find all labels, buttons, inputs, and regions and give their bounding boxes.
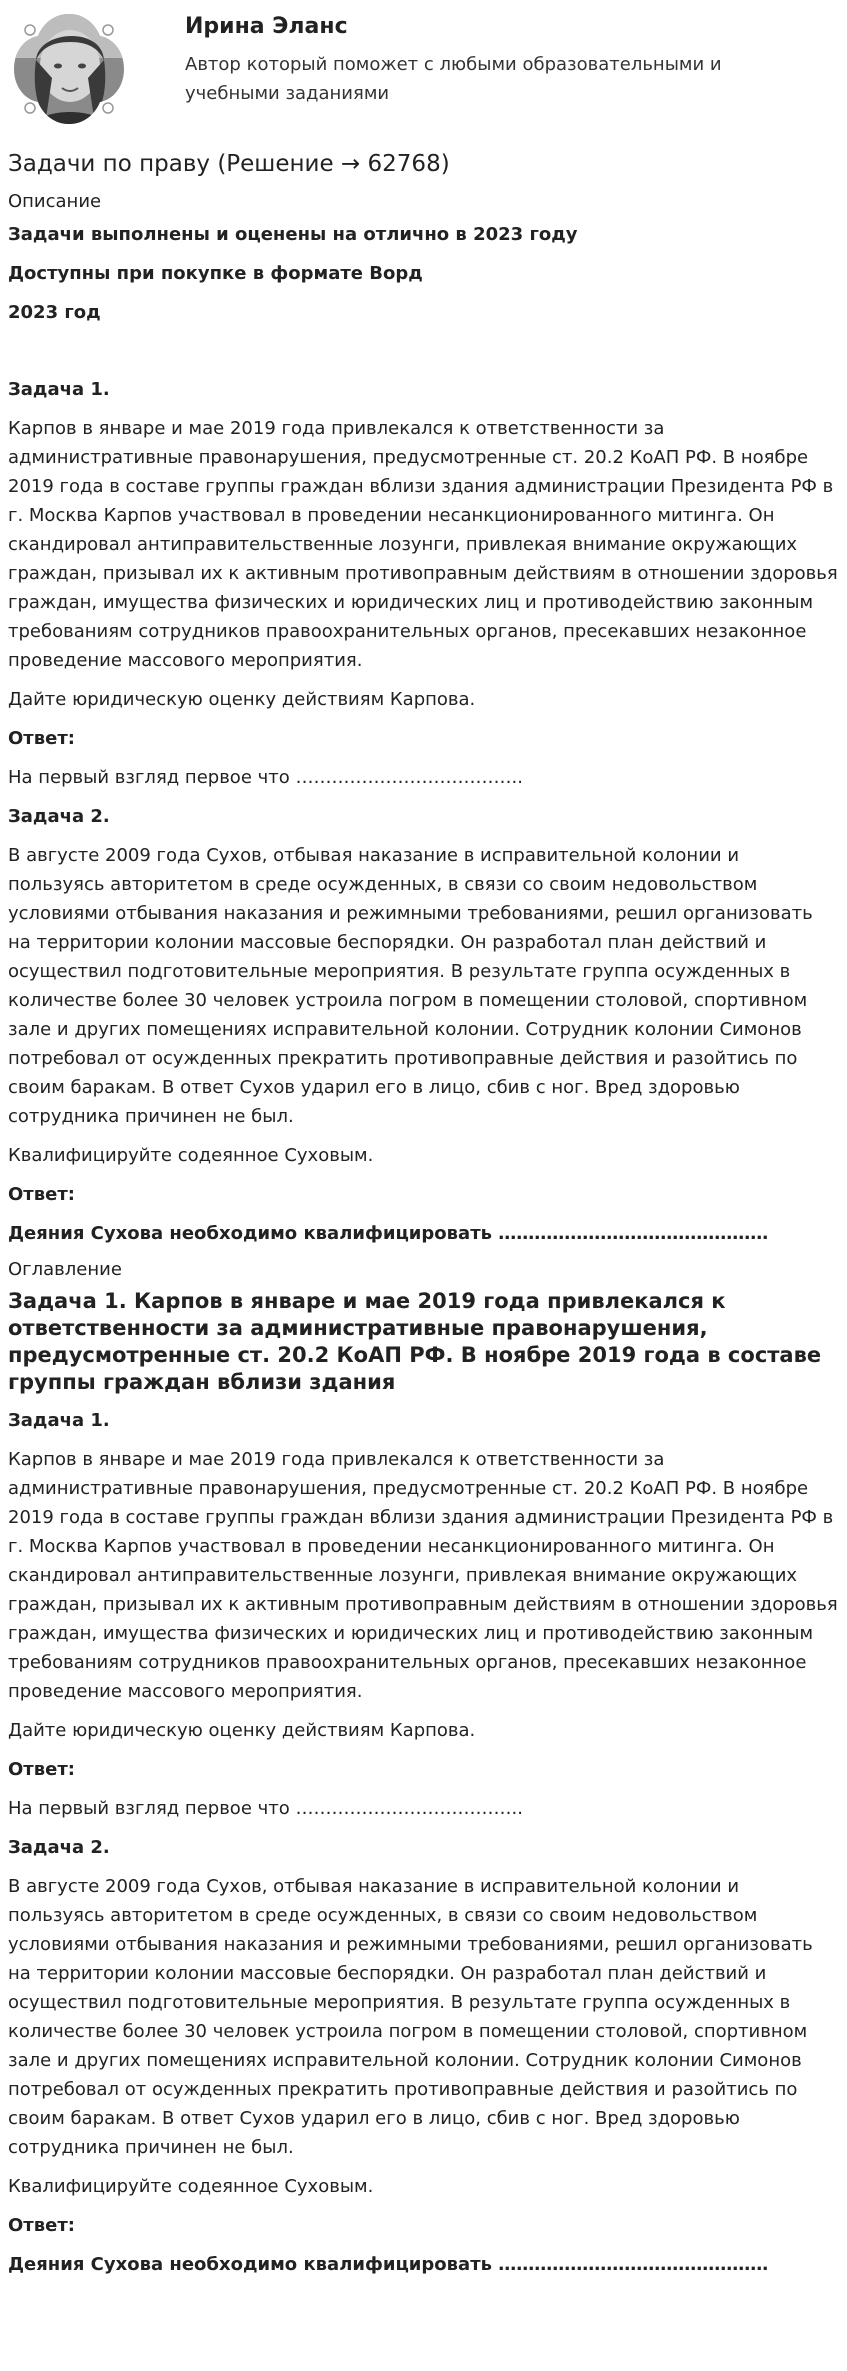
intro-line-2: Доступны при покупке в формате Ворд <box>8 263 423 284</box>
task2-answer: Деяния Сухова необходимо квалифицировать ……………………………………… <box>8 1223 769 1244</box>
task1-question: Дайте юридическую оценку действиям Карпова. <box>8 689 476 710</box>
task1-answer: На первый взгляд первое что ……………………………….. <box>8 767 523 788</box>
task1-answer-label: Ответ: <box>8 728 75 749</box>
task2-text-repeat: В августе 2009 года Сухов, отбывая наказание в исправительной колонии и пользуясь авторитетом в среде осужденных, в связи со своим недовольством условиями отбывания наказания и режимными требованиями, решил организовать на территории колонии массовые беспорядки. Он разработал план действий и осуществил подготовительные мероприятия. В результате группа осужденных в количестве более 30 человек устроила погром в помещении столовой, спортивном зале и других помещениях исправительной колонии. Сотрудник колонии Симонов потребовал от осужденных прекратить противоправные действия и разойтись по своим баракам. В ответ Сухов ударил его в лицо, сбив с ног. Вред здоровью сотрудника причинен не был. <box>8 1876 813 2158</box>
author-block <box>8 8 838 138</box>
toc-label: Оглавление <box>8 1259 122 1280</box>
avatar[interactable] <box>8 8 130 130</box>
task2-answer-label: Ответ: <box>8 1184 75 1205</box>
description-label: Описание <box>8 191 102 212</box>
intro-line-1: Задачи выполнены и оценены на отлично в 2023 году <box>8 224 578 245</box>
avatar-image <box>8 8 130 130</box>
task1-question-repeat: Дайте юридическую оценку действиям Карпова. <box>8 1720 476 1741</box>
page-title: Задачи по праву (Решение → 62768) <box>8 151 450 177</box>
task1-text: Карпов в январе и мае 2019 года привлекался к ответственности за административные правонарушения, предусмотренные ст. 20.2 КоАП РФ. В ноябре 2019 года в составе группы граждан вблизи здания администрации Президента РФ в г. Москва Карпов участвовал в проведении несанкционированного митинга. Он скандировал антиправительственные лозунги, привлекая внимание окружающих граждан, призывал их к активным противоправным действиям в отношении здоровья граждан, имущества физических и юридических лиц и противодействию законным требованиям сотрудников правоохранительных органов, пресекавших незаконное проведение массового мероприятия. <box>8 418 838 671</box>
task2-text: В августе 2009 года Сухов, отбывая наказание в исправительной колонии и пользуясь авторитетом в среде осужденных, в связи со своим недовольством условиями отбывания наказания и режимными требованиями, решил организовать на территории колонии массовые беспорядки. Он разработал план действий и осуществил подготовительные мероприятия. В результате группа осужденных в количестве более 30 человек устроила погром в помещении столовой, спортивном зале и других помещениях исправительной колонии. Сотрудник колонии Симонов потребовал от осужденных прекратить противоправные действия и разойтись по своим баракам. В ответ Сухов ударил его в лицо, сбив с ног. Вред здоровью сотрудника причинен не был. <box>8 845 813 1127</box>
task2-question: Квалифицируйте содеянное Суховым. <box>8 1145 374 1166</box>
author-name[interactable]: Ирина Эланс <box>185 14 348 39</box>
task1-text-repeat: Карпов в январе и мае 2019 года привлекался к ответственности за административные правонарушения, предусмотренные ст. 20.2 КоАП РФ. В ноябре 2019 года в составе группы граждан вблизи здания администрации Президента РФ в г. Москва Карпов участвовал в проведении несанкционированного митинга. Он скандировал антиправительственные лозунги, привлекая внимание окружающих граждан, призывал их к активным противоправным действиям в отношении здоровья граждан, имущества физических и юридических лиц и противодействию законным требованиям сотрудников правоохранительных органов, пресекавших незаконное проведение массового мероприятия. <box>8 1449 838 1702</box>
task1-answer-label-repeat: Ответ: <box>8 1759 75 1780</box>
task2-question-repeat: Квалифицируйте содеянное Суховым. <box>8 2176 374 2197</box>
task1-heading-repeat: Задача 1. <box>8 1410 110 1431</box>
document-content <box>8 148 838 2289</box>
task2-answer-repeat: Деяния Сухова необходимо квалифицировать ……………………………………… <box>8 2254 769 2275</box>
author-description: Автор который поможет с любыми образовательными и учебными заданиями <box>185 54 722 104</box>
intro-line-3: 2023 год <box>8 302 101 323</box>
task1-heading: Задача 1. <box>8 379 110 400</box>
task2-heading: Задача 2. <box>8 806 110 827</box>
task2-heading-repeat: Задача 2. <box>8 1837 110 1858</box>
toc-heading[interactable]: Задача 1. Карпов в январе и мае 2019 года привлекался к ответственности за административные правонарушения, предусмотренные ст. 20.2 КоАП РФ. В ноябре 2019 года в составе группы граждан вблизи здания <box>8 1289 822 1394</box>
task2-answer-label-repeat: Ответ: <box>8 2215 75 2236</box>
task1-answer-repeat: На первый взгляд первое что ……………………………….. <box>8 1798 523 1819</box>
